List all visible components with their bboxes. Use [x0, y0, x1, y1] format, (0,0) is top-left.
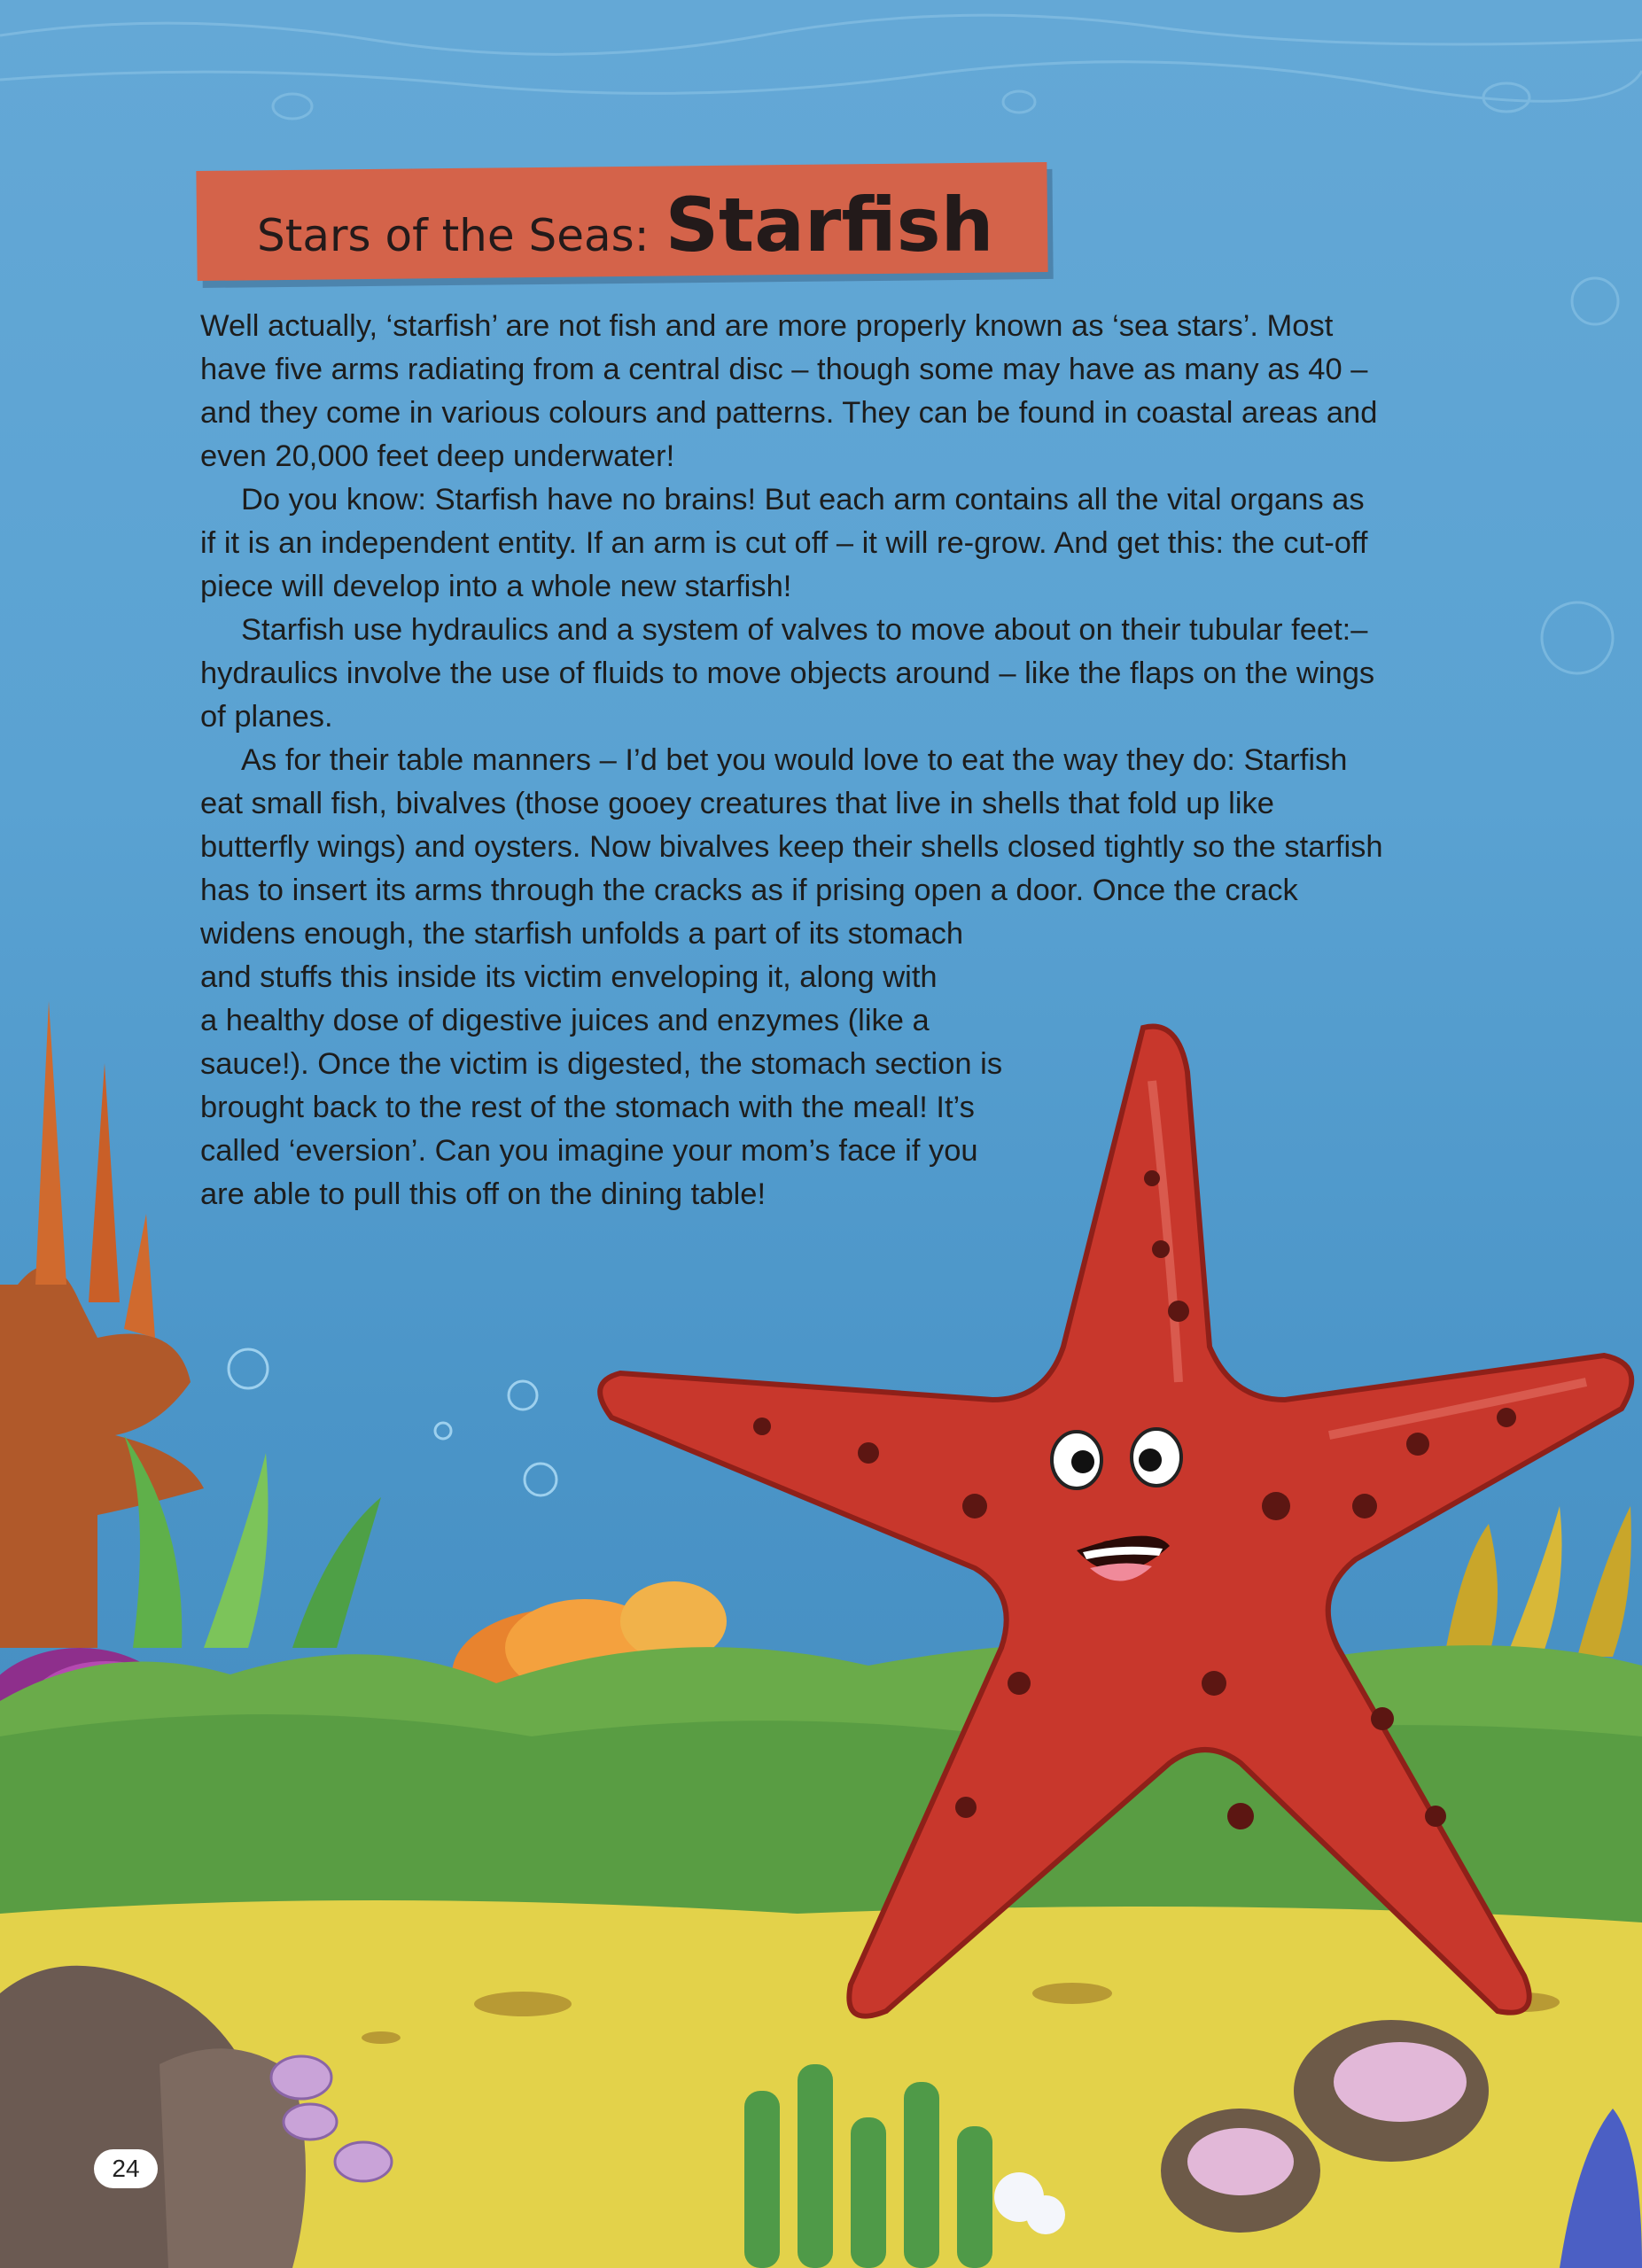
text-line: As for their table manners – I’d bet you would love to eat the way they do: Starfish: [241, 743, 1348, 777]
text-line: Well actually, ‘starfish’ are not fish and are more properly known as ‘sea stars’. Most: [200, 309, 1334, 343]
text-line: and they come in various colours and patterns. They can be found in coastal areas and: [200, 396, 1378, 430]
text-line: have five arms radiating from a central disc – though some may have as many as 40 –: [200, 353, 1368, 386]
page-title: [257, 182, 993, 270]
text-line: brought back to the rest of the stomach with the meal! It’s: [200, 1091, 975, 1124]
paragraph-3: [200, 609, 1432, 739]
text-line: and stuffs this inside its victim enveloping it, along with: [200, 960, 938, 994]
text-line: widens enough, the starfish unfolds a part of its stomach: [200, 917, 964, 951]
text-line: hydraulics involve the use of fluids to move objects around – like the flaps on the wings: [200, 656, 1375, 690]
paragraph-4: [200, 739, 1432, 1216]
title-prefix: Stars of the Seas:: [257, 210, 650, 261]
text-line: butterfly wings) and oysters. Now bivalves keep their shells closed tightly so the starfish: [200, 830, 1383, 864]
text-line: a healthy dose of digestive juices and enzymes (like a: [200, 1004, 930, 1037]
text-line: Starfish use hydraulics and a system of valves to move about on their tubular feet:–: [241, 613, 1368, 647]
article-body: [200, 305, 1432, 1216]
title-main: Starfish: [665, 182, 994, 268]
text-line: called ‘eversion’. Can you imagine your mom’s face if you: [200, 1134, 978, 1168]
text-line: of planes.: [200, 700, 333, 734]
text-line: if it is an independent entity. If an arm is cut off – it will re-grow. And get this: the cut-off: [200, 526, 1368, 560]
text-line: sauce!). Once the victim is digested, the stomach section is: [200, 1047, 1003, 1081]
text-line: even 20,000 feet deep underwater!: [200, 439, 675, 473]
text-line: are able to pull this off on the dining table!: [200, 1177, 767, 1211]
text-line: has to insert its arms through the cracks as if prising open a door. Once the crack: [200, 874, 1298, 907]
text-line: eat small fish, bivalves (those gooey creatures that live in shells that fold up like: [200, 787, 1274, 820]
text-line: Do you know: Starfish have no brains! But each arm contains all the vital organs as: [241, 483, 1365, 517]
text-line: piece will develop into a whole new starfish!: [200, 570, 792, 603]
paragraph-2: [200, 478, 1432, 609]
page-number: 24: [94, 2149, 158, 2188]
paragraph-1: [200, 305, 1432, 478]
